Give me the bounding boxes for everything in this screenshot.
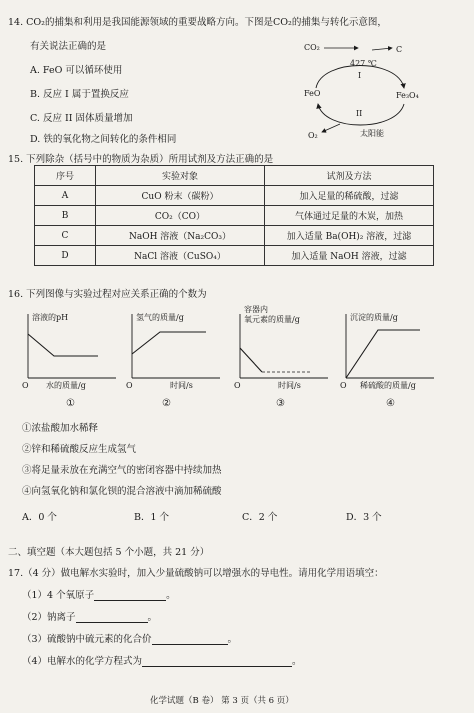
q17-item-2	[22, 609, 157, 623]
q17-item-1-blank[interactable]	[94, 590, 166, 601]
table-cell: 气体通过足量的木炭，加热	[265, 206, 434, 226]
q17-item-4-blank[interactable]	[142, 656, 292, 667]
table-header-cell: 试剂及方法	[265, 166, 434, 186]
section-2-title: 二、填空题（本大题包括 5 个小题，共 21 分）	[8, 547, 210, 558]
diagram-co2: CO₂	[304, 43, 320, 52]
diagram-r2: II	[356, 109, 363, 118]
graph-xlabel: 时间/s	[278, 381, 301, 390]
table-header-cell: 实验对象	[96, 166, 265, 186]
q16-stem: 16. 下列图像与实验过程对应关系正确的个数为	[8, 289, 207, 300]
table-header-cell: 序号	[35, 166, 96, 186]
graph-curve	[132, 332, 206, 354]
graph-curve	[346, 330, 420, 378]
graph-origin: O	[22, 381, 29, 390]
q14-option-a: A. FeO 可以循环使用	[30, 65, 123, 76]
diagram-c: C	[396, 45, 403, 54]
q16-graph-3	[232, 305, 332, 394]
table-header-row	[35, 166, 434, 186]
diagram-c-arrow	[372, 48, 392, 50]
q16-statement-2: ②锌和稀硫酸反应生成氢气	[22, 444, 137, 455]
table-cell: 加入适量 Ba(OH)₂ 溶液，过滤	[265, 226, 434, 246]
q14-cycle-diagram	[300, 40, 460, 140]
q16-graph-2	[124, 308, 224, 394]
diagram-temp: 427 ℃	[350, 59, 377, 68]
q15-table	[34, 165, 434, 266]
q17-item-3-end: 。	[227, 634, 238, 645]
q17-item-3-blank[interactable]	[152, 634, 228, 645]
q14-option-b: B. 反应 I 属于置换反应	[30, 89, 129, 100]
graph-ylabel: 容器内	[244, 305, 268, 314]
q17-item-2-end: 。	[147, 612, 158, 623]
q14-option-d: D. 铁的氧化物之间转化的条件相同	[30, 134, 177, 145]
table-cell: CO₂（CO）	[96, 206, 265, 226]
table-cell: C	[35, 226, 96, 246]
diagram-o2: O₂	[308, 131, 318, 140]
diagram-o2-arrow	[322, 124, 340, 132]
q14-stem-line1: 14. CO₂的捕集和利用是我国能源领域的重要战略方向。下图是CO₂的捕集与转化示意图，	[8, 17, 387, 28]
q17-item-3-label: （3）硫酸钠中硫元素的化合价	[22, 634, 152, 645]
q15-stem: 15. 下列除杂（括号中的物质为杂质）所用试剂及方法正确的是	[8, 154, 274, 165]
q16-graph-1-number: ①	[66, 398, 75, 409]
graph-curve	[240, 348, 262, 372]
graph-origin: O	[340, 381, 347, 390]
q16-statement-3: ③将足量汞放在充满空气的密闭容器中持续加热	[22, 465, 222, 476]
graph-origin: O	[234, 381, 241, 390]
q16-graph-4	[338, 308, 438, 394]
graph-xlabel: 时间/s	[170, 381, 193, 390]
q17-item-2-blank[interactable]	[76, 612, 148, 623]
q17-stem: 17.（4 分）做电解水实验时，加入少量硫酸钠可以增强水的导电性。请用化学用语填空：	[8, 568, 384, 579]
q16-graph-3-number: ③	[276, 398, 285, 409]
table-cell: 加入适量 NaOH 溶液，过滤	[265, 246, 434, 266]
table-cell: A	[35, 186, 96, 206]
table-row	[35, 186, 434, 206]
diagram-fe3o4: Fe₃O₄	[396, 91, 419, 100]
graph-ylabel-2: 氧元素的质量/g	[244, 315, 300, 324]
graph-xlabel: 稀硫酸的质量/g	[360, 381, 416, 390]
table-row	[35, 226, 434, 246]
q14-option-c: C. 反应 II 固体质量增加	[30, 113, 133, 124]
table-cell: CuO 粉末（碳粉）	[96, 186, 265, 206]
table-cell: NaCl 溶液（CuSO₄）	[96, 246, 265, 266]
graph-ylabel: 氢气的质量/g	[136, 313, 184, 322]
graph-xlabel: 水的质量/g	[46, 381, 86, 390]
q17-item-4	[22, 653, 302, 667]
q16-statement-4: ④向氢氧化钠和氯化钡的混合溶液中滴加稀硫酸	[22, 486, 222, 497]
diagram-sun: 太阳能	[360, 129, 384, 138]
q17-item-4-label: （4）电解水的化学方程式为	[22, 656, 143, 667]
graph-ylabel: 沉淀的质量/g	[350, 313, 398, 322]
q16-statement-1: ①浓盐酸加水稀释	[22, 423, 99, 434]
graph-curve	[28, 334, 98, 356]
q16-option-a: A．0 个	[22, 512, 57, 523]
q16-graph-1	[20, 308, 120, 394]
page-footer: 化学试题（B 卷） 第 3 页（共 6 页）	[150, 696, 294, 706]
table-cell: NaOH 溶液（Na₂CO₃）	[96, 226, 265, 246]
q14-stem-line2: 有关说法正确的是	[30, 41, 107, 52]
q16-option-d: D．3 个	[346, 512, 382, 523]
q16-graph-2-number: ②	[162, 398, 171, 409]
graph-origin: O	[126, 381, 133, 390]
graph-ylabel: 溶液的pH	[32, 313, 69, 322]
q17-item-1-end: 。	[166, 590, 176, 601]
q16-option-c: C．2 个	[242, 512, 278, 523]
diagram-feo: FeO	[304, 89, 321, 98]
table-row	[35, 206, 434, 226]
q16-graph-4-number: ④	[386, 398, 395, 409]
table-row	[35, 246, 434, 266]
table-cell: 加入足量的稀硫酸，过滤	[265, 186, 434, 206]
q17-item-2-label: （2）钠离子	[22, 612, 76, 623]
q16-option-b: B．1 个	[134, 512, 170, 523]
table-cell: D	[35, 246, 96, 266]
q17-item-4-end: 。	[292, 656, 302, 667]
diagram-r1: I	[358, 71, 362, 80]
table-cell: B	[35, 206, 96, 226]
q17-item-1	[22, 587, 176, 601]
q17-item-1-label: （1）4 个氧原子	[22, 590, 95, 601]
q17-item-3	[22, 631, 237, 645]
